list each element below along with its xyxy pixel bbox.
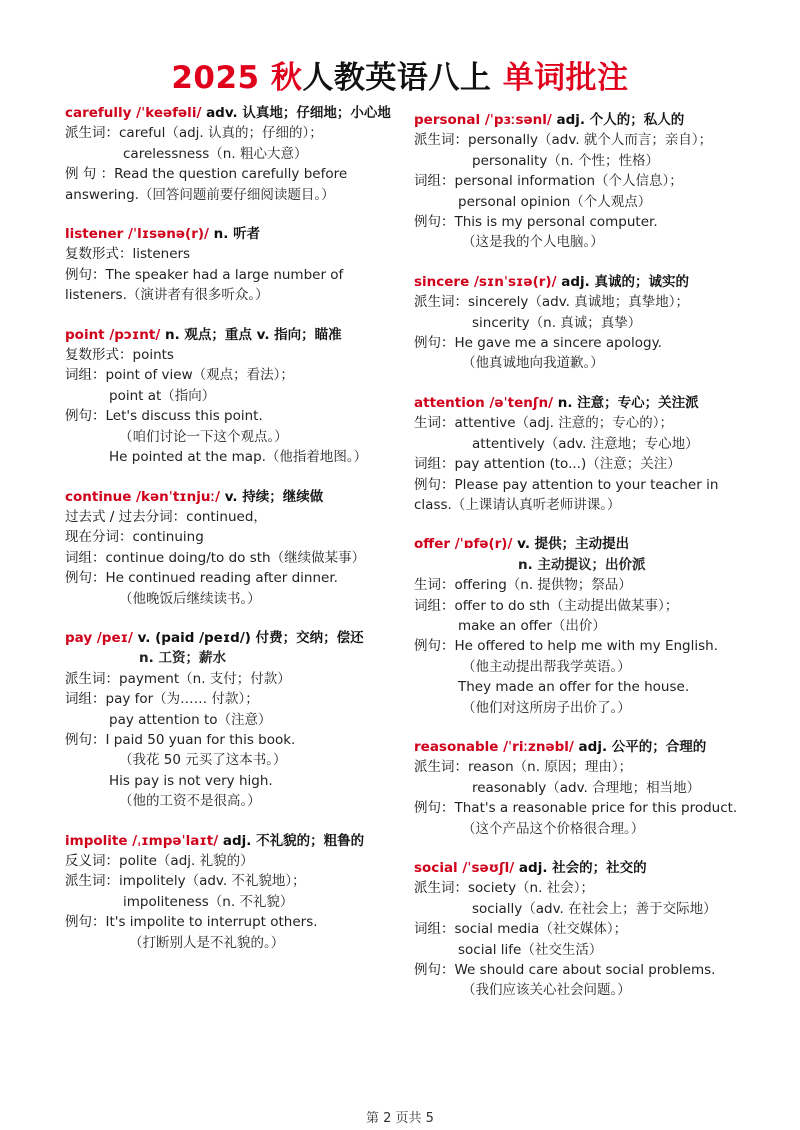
entry-text: His pay is not very high.: [109, 772, 273, 789]
headword-line: [414, 393, 774, 413]
entry-line: [414, 596, 774, 616]
entry-text: Read the question carefully before: [114, 166, 348, 183]
entry-label: 词组：: [65, 549, 106, 566]
entry-line: [65, 345, 425, 365]
entry-line: [65, 144, 425, 164]
entry-label: 词组：: [65, 691, 106, 708]
entry-line: [65, 933, 425, 953]
entry-line: [414, 960, 774, 980]
entry-label: 复数形式：: [65, 246, 133, 263]
entry-line: [414, 878, 774, 898]
headword-line: [414, 858, 774, 878]
headword: continue /kənˈtɪnjuː/: [65, 488, 220, 505]
entry-text: attentively（adv. 注意地；专心地）: [472, 435, 699, 452]
vocab-entry: [414, 272, 774, 374]
entry-label: 词组：: [414, 921, 455, 938]
headword: pay /peɪ/: [65, 629, 133, 646]
vocab-entry: [414, 858, 774, 1001]
entry-text: （我花 50 元买了这本书。）: [119, 752, 287, 769]
entry-text: （他主动提出帮我学英语。）: [462, 658, 631, 675]
entry-text: （他们对这所房子出价了。）: [462, 699, 631, 716]
entry-text: n. 主动提议；出价派: [518, 556, 646, 573]
headword-line: [414, 534, 774, 554]
entry-line: [65, 447, 425, 467]
entry-text: make an offer（出价）: [458, 617, 606, 634]
entry-line: [65, 791, 425, 811]
entry-line: [65, 164, 425, 184]
entry-text: listeners.（演讲者有很多听众。）: [65, 287, 269, 304]
entry-line: [414, 495, 774, 515]
entry-text: （我们应该关心社会问题。）: [462, 982, 631, 999]
entry-text: reason（n. 原因；理由）；: [468, 759, 633, 776]
headword-definition: adj. 公平的；合理的: [573, 738, 707, 755]
entry-line: [414, 171, 774, 191]
entry-text: personal opinion（个人观点）: [458, 193, 652, 210]
entry-line: [65, 750, 425, 770]
headword-definition: n. 观点；重点 v. 指向；瞄准: [160, 326, 342, 343]
entry-label: 例句：: [65, 731, 106, 748]
entry-text: carelessness（n. 粗心大意）: [123, 145, 308, 162]
entry-line: [414, 434, 774, 454]
right-column: [414, 110, 774, 1020]
entry-text: This is my personal computer.: [454, 214, 658, 231]
entry-label: 例句：: [65, 266, 106, 283]
entry-line: [414, 575, 774, 595]
headword-definition: adv. 认真地；仔细地；小心地: [201, 105, 391, 121]
entry-label: 派生词：: [65, 670, 119, 687]
entry-label: 例 句 ：: [65, 166, 115, 183]
entry-text: Please pay attention to your teacher in: [454, 476, 719, 493]
headword: impolite /ˌɪmpəˈlaɪt/: [65, 832, 219, 849]
headword-definition: n. 注意；专心；关注派: [553, 394, 699, 411]
headword: listener /ˈlɪsənə(r)/: [65, 226, 209, 243]
entry-label: 例句：: [414, 638, 455, 655]
vocab-entry: [65, 831, 425, 953]
vocab-entry: [65, 628, 425, 812]
entry-label: 例句：: [65, 914, 106, 931]
entry-label: 例句：: [414, 962, 455, 979]
entry-text: socially（adv. 在社会上；善于交际地）: [472, 900, 717, 917]
entry-text: continue doing/to do sth（继续做某事）: [105, 549, 366, 566]
entry-text: attentive（adj. 注意的；专心的）；: [454, 415, 673, 432]
entry-text: The speaker had a large number of: [105, 266, 344, 283]
entry-label: 词组：: [414, 173, 455, 190]
entry-text: It's impolite to interrupt others.: [105, 914, 318, 931]
entry-label: 例句：: [65, 570, 106, 587]
headword: personal /ˈpɜːsənl/: [414, 112, 552, 128]
entry-line: [65, 851, 425, 871]
entry-line: [414, 151, 774, 171]
vocab-entry: [414, 393, 774, 515]
entry-line: [65, 427, 425, 447]
entry-text: pay attention (to...)（注意；关注）: [454, 456, 681, 473]
headword-line: [65, 224, 425, 244]
vocab-entry: [65, 103, 425, 205]
entry-line: [414, 413, 774, 433]
entry-text: careful（adj. 认真的；仔细的）；: [119, 125, 323, 142]
entry-line: [414, 353, 774, 373]
headword-line: [65, 325, 425, 345]
entry-line: [65, 507, 425, 527]
entry-text: personally（adv. 就个人而言；亲自）；: [468, 132, 713, 149]
entry-label: 派生词：: [65, 873, 119, 890]
entry-line: [414, 616, 774, 636]
entry-line: [414, 819, 774, 839]
entry-line: [414, 192, 774, 212]
entry-line: [65, 912, 425, 932]
entry-line: [414, 232, 774, 252]
entry-line: [414, 798, 774, 818]
headword: offer /ˈɒfə(r)/: [414, 536, 513, 553]
entry-text: sincerely（adv. 真诚地；真挚地）；: [468, 294, 689, 311]
entry-label: 例句：: [414, 335, 455, 352]
headword-line: [414, 272, 774, 292]
entry-label: 生词：: [414, 577, 455, 594]
entry-text: （打断别人是不礼貌的。）: [129, 934, 285, 951]
entry-line: [414, 475, 774, 495]
page-footer: 第 2 页共 5: [366, 1111, 434, 1126]
entry-text: point at（指向）: [109, 387, 216, 404]
entry-label: 现在分词：: [65, 529, 133, 546]
entry-label: 反义词：: [65, 853, 119, 869]
title-year-season: 2025 秋: [171, 60, 303, 96]
entry-text: （他晚饭后继续读书。）: [119, 590, 261, 607]
headword-line: [65, 103, 425, 123]
entry-text: impoliteness（n. 不礼貌）: [123, 893, 294, 910]
entry-line: [65, 648, 425, 668]
entry-label: 过去式 / 过去分词：: [65, 508, 187, 525]
entry-text: （这个产品这个价格很合理。）: [462, 820, 645, 837]
entry-line: [414, 677, 774, 697]
entry-text: sincerity（n. 真诚；真挚）: [472, 314, 642, 331]
entry-text: social life（社交生活）: [458, 941, 603, 958]
entry-line: [414, 212, 774, 232]
entry-text: society（n. 社会）；: [468, 880, 594, 897]
headword: attention /əˈtenʃn/: [414, 394, 554, 411]
entry-text: social media（社交媒体）；: [454, 921, 628, 938]
headword-definition: v. 持续；继续做: [220, 488, 324, 505]
entry-label: 派生词：: [414, 880, 468, 897]
entry-text: payment（n. 支付；付款）: [119, 670, 291, 687]
entry-line: [414, 919, 774, 939]
headword-definition: adj. 社会的；社交的: [514, 860, 647, 876]
headword-line: [65, 487, 425, 507]
entry-text: （咱们讨论一下这个观点。）: [119, 428, 288, 445]
entry-label: 派生词：: [414, 294, 468, 311]
vocab-entry: [414, 737, 774, 839]
headword: reasonable /ˈriːznəbl/: [414, 738, 574, 755]
entry-line: [65, 123, 425, 143]
entry-line: [414, 899, 774, 919]
entry-line: [65, 406, 425, 426]
left-column: [65, 103, 425, 972]
title-textbook: 人教英语八上: [302, 60, 492, 96]
headword-definition: v. (paid /peɪd/) 付费；交纳；偿还: [132, 629, 364, 646]
entry-line: [65, 365, 425, 385]
entry-label: 派生词：: [414, 759, 468, 776]
entry-line: [414, 313, 774, 333]
entry-text: He gave me a sincere apology.: [454, 335, 662, 352]
headword-definition: adj. 个人的；私人的: [551, 112, 685, 128]
entry-text: He continued reading after dinner.: [105, 570, 338, 587]
vocab-entry: [414, 534, 774, 718]
headword-definition: adj. 不礼貌的；粗鲁的: [218, 832, 365, 849]
entry-text: He pointed at the map.（他指着地图。）: [109, 449, 368, 466]
entry-text: Let's discuss this point.: [105, 408, 263, 425]
entry-label: 派生词：: [414, 132, 468, 149]
entry-text: （他真诚地向我道歉。）: [462, 355, 604, 372]
entry-line: [414, 757, 774, 777]
entry-label: 词组：: [414, 456, 455, 473]
entry-label: 复数形式：: [65, 347, 133, 364]
vocab-entry: [65, 487, 425, 609]
entry-line: [414, 980, 774, 1000]
entry-text: We should care about social problems.: [454, 962, 716, 979]
entry-text: （他的工资不是很高。）: [119, 793, 261, 810]
entry-text: pay for（为…… 付款）；: [105, 691, 259, 708]
entry-line: [65, 871, 425, 891]
title-subject: 单词批注: [502, 60, 629, 96]
entry-text: n. 工资；薪水: [139, 650, 226, 667]
entry-line: [65, 265, 425, 285]
entry-text: pay attention to（注意）: [109, 711, 272, 728]
entry-label: 词组：: [65, 367, 106, 384]
entry-line: [414, 555, 774, 575]
entry-line: [414, 292, 774, 312]
vocab-entry: [65, 224, 425, 306]
entry-line: [414, 698, 774, 718]
headword-line: [414, 737, 774, 757]
entry-text: points: [132, 347, 174, 364]
entry-line: [414, 940, 774, 960]
entry-label: 例句：: [65, 408, 106, 425]
entry-text: reasonably（adv. 合理地；相当地）: [472, 779, 701, 796]
entry-line: [65, 589, 425, 609]
entry-text: （这是我的个人电脑。）: [462, 234, 604, 251]
entry-text: impolitely（adv. 不礼貌地）；: [119, 873, 306, 890]
vocab-entry: [414, 110, 774, 253]
entry-label: 词组：: [414, 597, 455, 614]
entry-line: [65, 568, 425, 588]
entry-line: [414, 636, 774, 656]
entry-line: [65, 386, 425, 406]
entry-line: [414, 454, 774, 474]
entry-line: [65, 185, 425, 205]
entry-text: point of view（观点；看法）；: [105, 367, 294, 384]
headword-definition: adj. 真诚的；诚实的: [556, 273, 689, 290]
entry-text: polite（adj. 礼貌的）: [119, 853, 254, 869]
entry-text: He offered to help me with my English.: [454, 638, 719, 655]
entry-text: continuing: [132, 529, 204, 546]
headword: social /ˈsəʊʃl/: [414, 860, 515, 876]
headword: carefully /ˈkeəfəli/: [65, 105, 202, 121]
entry-line: [414, 657, 774, 677]
entry-label: 例句：: [414, 800, 455, 817]
entry-line: [65, 710, 425, 730]
entry-line: [65, 527, 425, 547]
entry-line: [65, 244, 425, 264]
entry-label: 例句：: [414, 214, 455, 231]
headword-definition: n. 听者: [208, 226, 261, 243]
entry-text: class.（上课请认真听老师讲课。）: [414, 496, 621, 513]
entry-line: [414, 333, 774, 353]
entry-text: personal information（个人信息）；: [454, 173, 683, 190]
entry-line: [65, 771, 425, 791]
headword-line: [65, 628, 425, 648]
entry-line: [414, 778, 774, 798]
entry-text: That's a reasonable price for this product.: [454, 800, 738, 817]
entry-text: offer to do sth（主动提出做某事）；: [454, 597, 679, 614]
entry-text: They made an offer for the house.: [458, 679, 690, 696]
headword: point /pɔɪnt/: [65, 326, 161, 343]
entry-text: personality（n. 个性；性格）: [472, 152, 659, 169]
entry-label: 例句：: [414, 476, 455, 493]
page-title: [0, 58, 800, 98]
entry-line: [65, 892, 425, 912]
entry-label: 派生词：: [65, 125, 119, 142]
entry-line: [65, 285, 425, 305]
entry-text: offering（n. 提供物；祭品）: [454, 577, 632, 594]
entry-line: [65, 689, 425, 709]
entry-text: answering.（回答问题前要仔细阅读题目。）: [65, 186, 335, 203]
vocab-entry: [65, 325, 425, 468]
entry-text: I paid 50 yuan for this book.: [105, 731, 296, 748]
headword: sincere /sɪnˈsɪə(r)/: [414, 273, 557, 290]
entry-label: 生词：: [414, 415, 455, 432]
entry-line: [65, 730, 425, 750]
entry-line: [65, 669, 425, 689]
entry-line: [414, 130, 774, 150]
headword-line: [414, 110, 774, 130]
entry-text: continued，: [186, 508, 267, 525]
headword-definition: v. 提供；主动提出: [512, 536, 630, 553]
headword-line: [65, 831, 425, 851]
entry-text: listeners: [132, 246, 191, 263]
entry-line: [65, 548, 425, 568]
